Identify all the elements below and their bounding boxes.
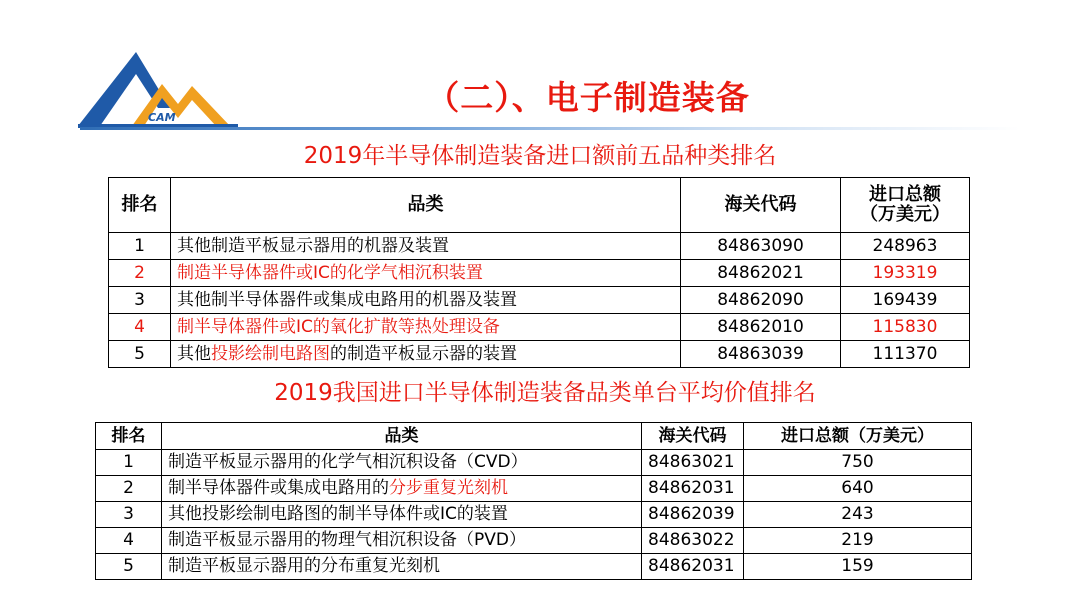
rank-cell: 3 [96,502,162,528]
category-cell: 制造半导体器件或IC的化学气相沉积装置 [171,260,681,287]
table1-header-row [109,178,970,233]
rank-cell: 1 [109,233,171,260]
amount-cell: 219 [744,528,972,554]
rank-cell: 1 [96,450,162,476]
rank-cell: 4 [109,314,171,341]
amount-cell: 193319 [841,260,970,287]
category-cell: 其他制半导体器件或集成电路用的机器及装置 [171,287,681,314]
category-cell: 制造平板显示器用的物理气相沉积设备（PVD） [162,528,642,554]
amount-cell: 115830 [841,314,970,341]
header-category: 品类 [171,178,681,233]
table1-title: 2019年半导体制造装备进口额前五品种类排名 [303,143,777,169]
amount-cell: 248963 [841,233,970,260]
category-cell: 制造平板显示器用的分布重复光刻机 [162,554,642,580]
header-amount-line2: （万美元） [860,204,950,225]
code-cell: 84863039 [681,341,841,368]
amount-cell: 111370 [841,341,970,368]
rank-cell: 5 [96,554,162,580]
table-row [109,233,970,260]
header-code: 海关代码 [681,178,841,233]
header-amount [841,178,970,233]
code-cell: 84863022 [642,528,744,554]
category-cell: 其他制造平板显示器用的机器及装置 [171,233,681,260]
code-cell: 84862039 [642,502,744,528]
category-cell: 制半导体器件或集成电路用的分步重复光刻机 [162,476,642,502]
header-amount-line1: 进口总额 [869,184,941,206]
code-cell: 84863090 [681,233,841,260]
category-cell: 制造平板显示器用的化学气相沉积设备（CVD） [162,450,642,476]
code-cell: 84862021 [681,260,841,287]
table-row [109,341,970,368]
table-row [109,287,970,314]
category-cell: 其他投影绘制电路图的制半导体件或IC的装置 [162,502,642,528]
amount-cell: 159 [744,554,972,580]
code-cell: 84863021 [642,450,744,476]
header-amount: 进口总额（万美元） [744,423,972,450]
table-row [96,554,972,580]
code-cell: 84862031 [642,554,744,580]
rank-cell: 2 [96,476,162,502]
rank-cell: 2 [109,260,171,287]
header-rank: 排名 [109,178,171,233]
table-row [109,260,970,287]
code-cell: 84862010 [681,314,841,341]
table1 [108,177,970,368]
amount-cell: 640 [744,476,972,502]
table-row [109,314,970,341]
table2-header-row [96,423,972,450]
table-row [96,502,972,528]
header-code: 海关代码 [642,423,744,450]
header-rank: 排名 [96,423,162,450]
table2 [95,422,972,580]
category-cell: 制半导体器件或IC的氧化扩散等热处理设备 [171,314,681,341]
table-row [96,528,972,554]
page-title: （二）、电子制造装备 [426,78,750,117]
table2-title: 2019我国进口半导体制造装备品类单台平均价值排名 [274,380,816,406]
header-category: 品类 [162,423,642,450]
code-cell: 84862031 [642,476,744,502]
amount-cell: 169439 [841,287,970,314]
category-cell: 其他投影绘制电路图的制造平板显示器的装置 [171,341,681,368]
rank-cell: 5 [109,341,171,368]
rank-cell: 4 [96,528,162,554]
rank-cell: 3 [109,287,171,314]
code-cell: 84862090 [681,287,841,314]
amount-cell: 243 [744,502,972,528]
header-divider [80,127,1020,130]
logo-text: CAM [148,111,176,124]
amount-cell: 750 [744,450,972,476]
table-row [96,476,972,502]
table-row [96,450,972,476]
